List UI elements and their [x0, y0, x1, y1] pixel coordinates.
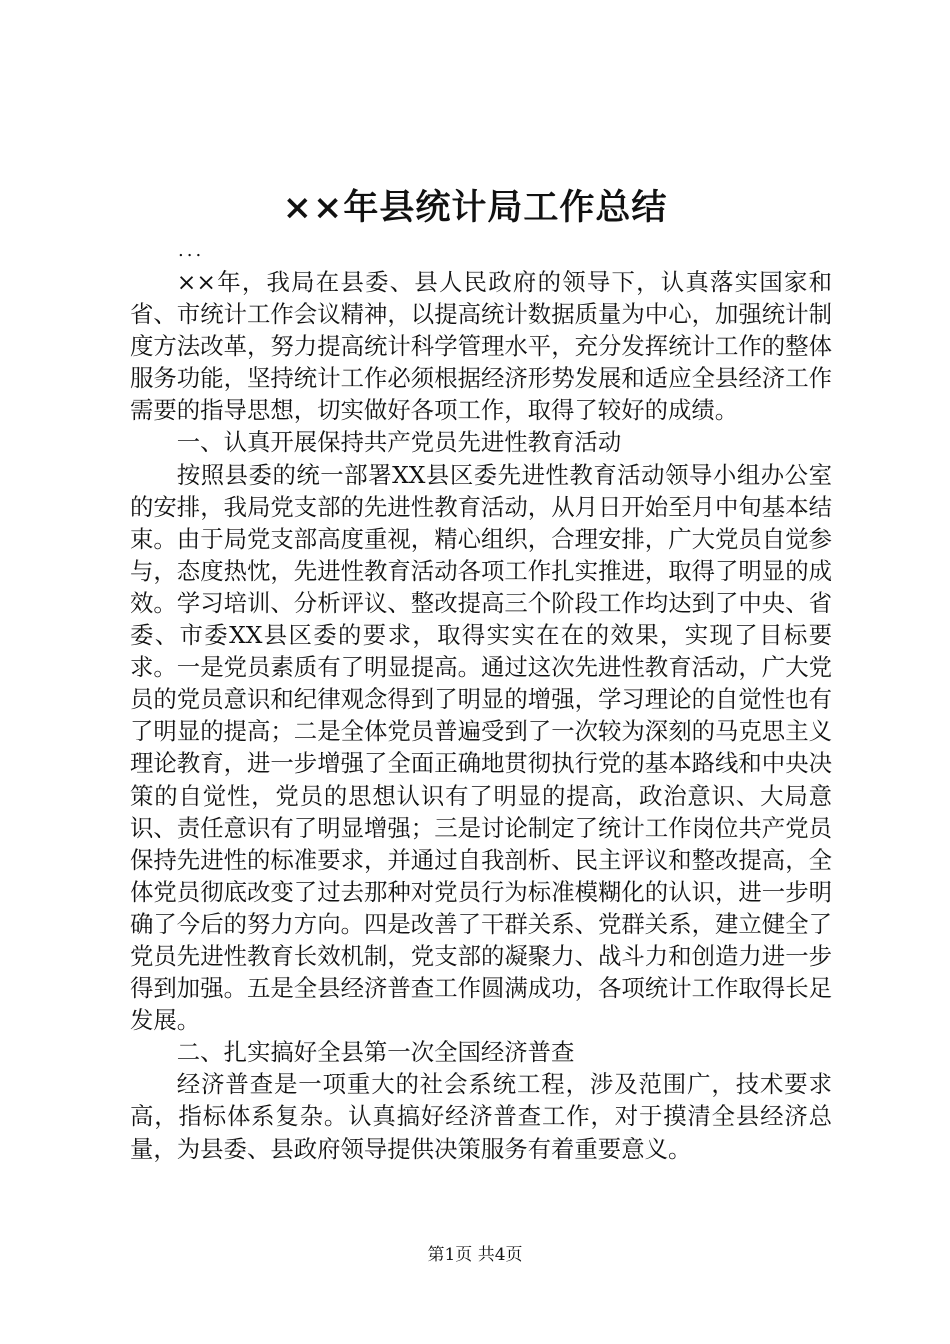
section-heading-2: 二、扎实搞好全县第一次全国经济普查	[176, 1038, 575, 1067]
paragraph-intro: ××年，我局在县委、县人民政府的领导下，认真落实国家和省、市统计工作会议精神，以提高统计数据质量为中心，加强统计制度方法改革，努力提高统计科学管理水平，充分发挥统计工作的整体服务功能，坚持统计工作必须根据经济形势发展和适应全县经济工作需要的指导思想，切实做好各项工作，取得了较好的成绩。	[130, 268, 832, 425]
document-body	[130, 266, 832, 1165]
ellipsis-mark: ...	[178, 240, 205, 261]
document-title: ××年县统计局工作总结	[282, 187, 668, 228]
page-footer: 第1页 共4页	[427, 1245, 523, 1265]
paragraph-section-1: 按照县委的统一部署XX县区委先进性教育活动领导小组办公室的安排，我局党支部的先进性教育活动，从月日开始至月中旬基本结束。由于局党支部高度重视，精心组织，合理安排，广大党员自觉参与，态度热忱，先进性教育活动各项工作扎实推进，取得了明显的成效。学习培训、分析评议、整改提高三个阶段工作均达到了中央、省委、市委XX县区委的要求，取得实实在在的效果，实现了目标要求。一是党员素质有了明显提高。通过这次先进性教育活动，广大党员的党员意识和纪律观念得到了明显的增强，学习理论的自觉性也有了明显的提高；二是全体党员普遍受到了一次较为深刻的马克思主义理论教育，进一步增强了全面正确地贯彻执行党的基本路线和中央决策的自觉性，党员的思想认识有了明显的提高，政治意识、大局意识、责任意识有了明显增强；三是讨论制定了统计工作岗位共产党员保持先进性的标准要求，并通过自我剖析、民主评议和整改提高，全体党员彻底改变了过去那种对党员行为标准模糊化的认识，进一步明确了今后的努力方向。四是改善了干群关系、党群关系，建立健全了党员先进性教育长效机制，党支部的凝聚力、战斗力和创造力进一步得到加强。五是全县经济普查工作圆满成功，各项统计工作取得长足发展。	[130, 460, 832, 1035]
section-heading-1: 一、认真开展保持共产党员先进性教育活动	[176, 428, 622, 457]
paragraph-section-2: 经济普查是一项重大的社会系统工程，涉及范围广，技术要求高，指标体系复杂。认真搞好经济普查工作，对于摸清全县经济总量，为县委、县政府领导提供决策服务有着重要意义。	[130, 1070, 832, 1163]
